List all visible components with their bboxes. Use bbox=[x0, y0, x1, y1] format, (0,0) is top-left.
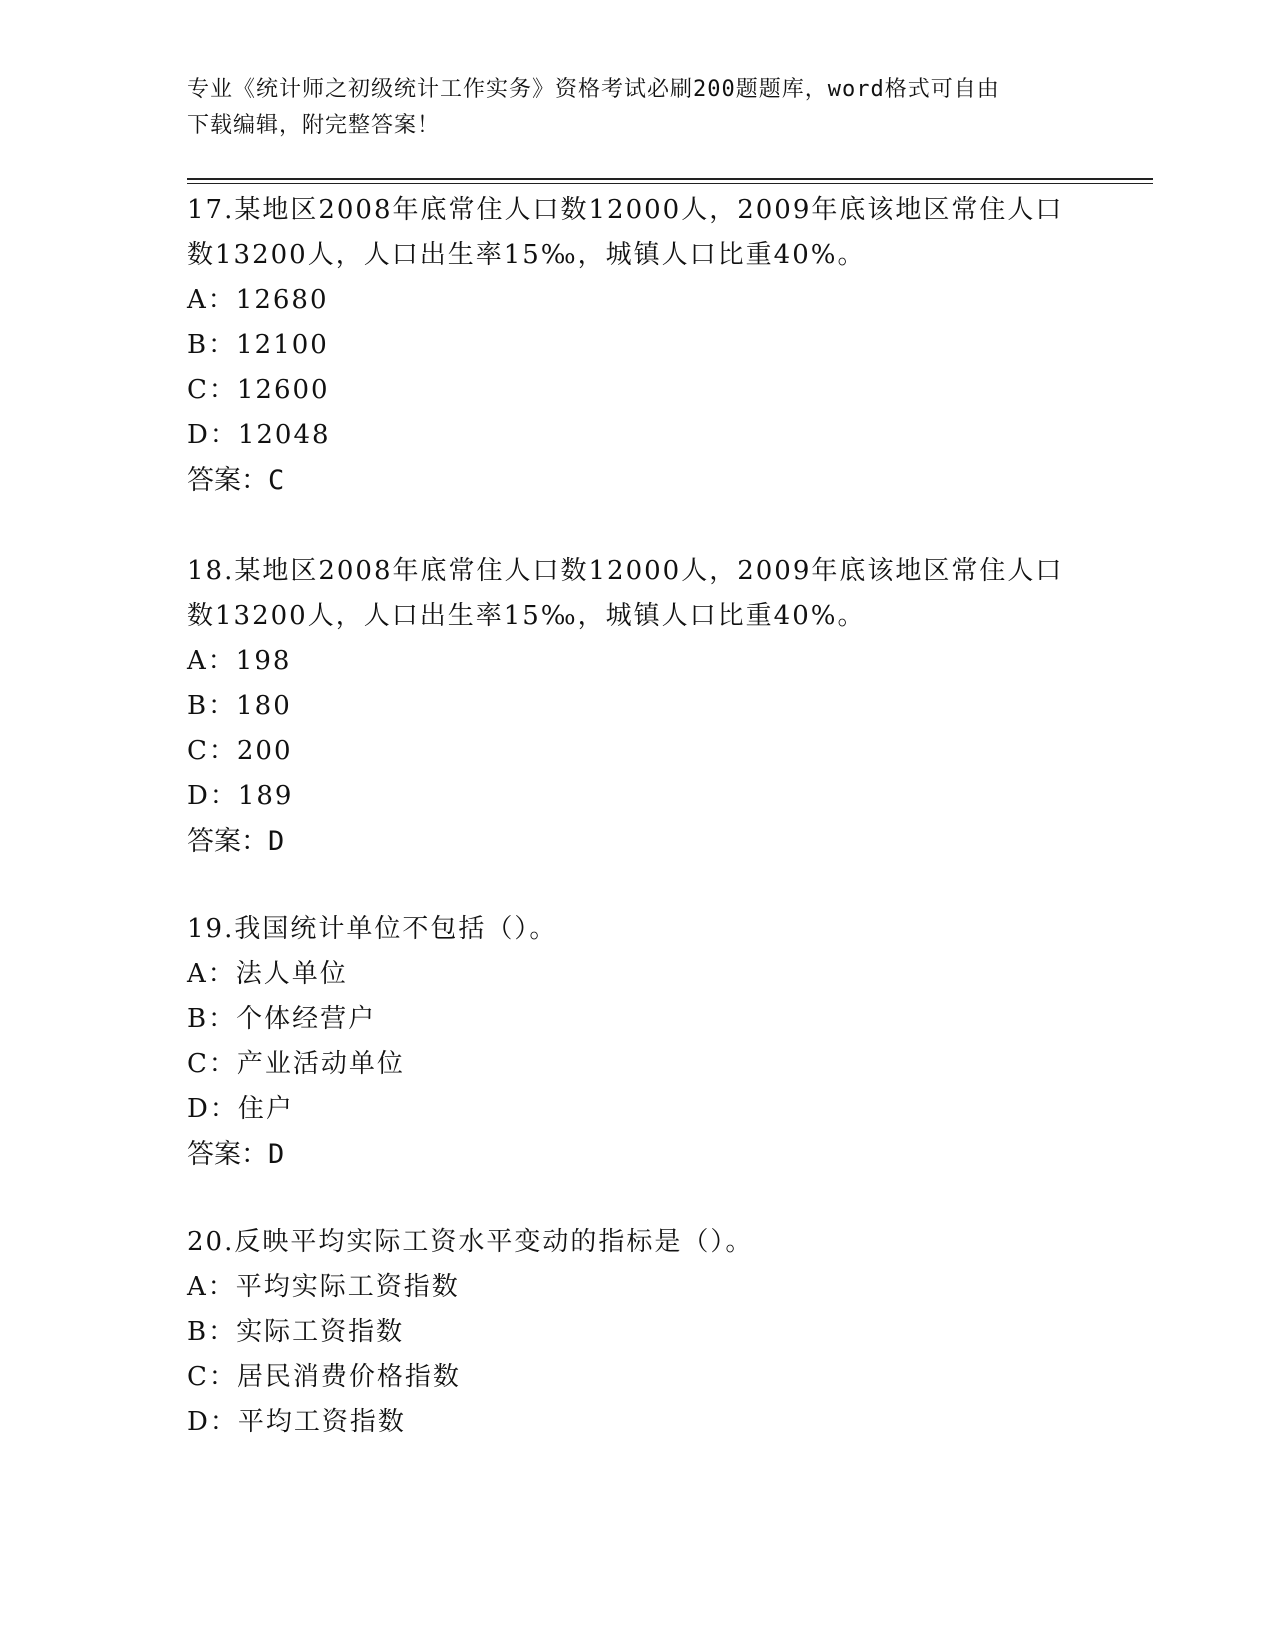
question-spacer bbox=[187, 864, 1087, 907]
option-a: A：法人单位 bbox=[187, 959, 348, 989]
option-c: C：200 bbox=[187, 736, 293, 766]
option-d: D：12048 bbox=[187, 420, 331, 450]
option-c: C：产业活动单位 bbox=[187, 1049, 405, 1079]
answer-line: 答案：C bbox=[187, 465, 285, 496]
option-a: A：平均实际工资指数 bbox=[187, 1272, 460, 1302]
header-divider-thin bbox=[187, 183, 1153, 184]
answer-line: 答案：D bbox=[187, 826, 285, 857]
option-b: B：实际工资指数 bbox=[187, 1317, 405, 1347]
question-18 bbox=[187, 549, 1087, 864]
header-divider-thick bbox=[187, 178, 1153, 180]
option-b: B：个体经营户 bbox=[187, 1004, 377, 1034]
option-d: D：平均工资指数 bbox=[187, 1407, 406, 1437]
question-spacer bbox=[187, 1177, 1087, 1220]
question-stem-line: 17.某地区2008年底常住人口数12000人，2009年底该地区常住人口 bbox=[187, 195, 1064, 225]
option-d: D：住户 bbox=[187, 1094, 294, 1124]
option-b: B：180 bbox=[187, 691, 292, 721]
option-a: A：198 bbox=[187, 646, 292, 676]
document-header bbox=[187, 72, 1067, 144]
question-stem-line: 20.反映平均实际工资水平变动的指标是（）。 bbox=[187, 1227, 754, 1257]
option-c: C：居民消费价格指数 bbox=[187, 1362, 461, 1392]
option-d: D：189 bbox=[187, 781, 294, 811]
answer-line: 答案：D bbox=[187, 1139, 285, 1170]
option-b: B：12100 bbox=[187, 330, 329, 360]
question-17 bbox=[187, 188, 1087, 503]
question-stem-line: 数13200人，人口出生率15‰，城镇人口比重40%。 bbox=[187, 601, 866, 631]
question-20 bbox=[187, 1220, 1087, 1445]
question-stem-line: 18.某地区2008年底常住人口数12000人，2009年底该地区常住人口 bbox=[187, 556, 1064, 586]
question-19 bbox=[187, 907, 1087, 1177]
question-spacer bbox=[187, 503, 1087, 549]
option-a: A：12680 bbox=[187, 285, 329, 315]
header-line-2: 下载编辑，附完整答案！ bbox=[187, 113, 441, 138]
question-stem-line: 数13200人，人口出生率15‰，城镇人口比重40%。 bbox=[187, 240, 866, 270]
question-stem-line: 19.我国统计单位不包括（）。 bbox=[187, 914, 558, 944]
header-line-1: 专业《统计师之初级统计工作实务》资格考试必刷200题题库，word格式可自由 bbox=[187, 77, 1000, 102]
question-list bbox=[187, 188, 1087, 1445]
option-c: C：12600 bbox=[187, 375, 330, 405]
